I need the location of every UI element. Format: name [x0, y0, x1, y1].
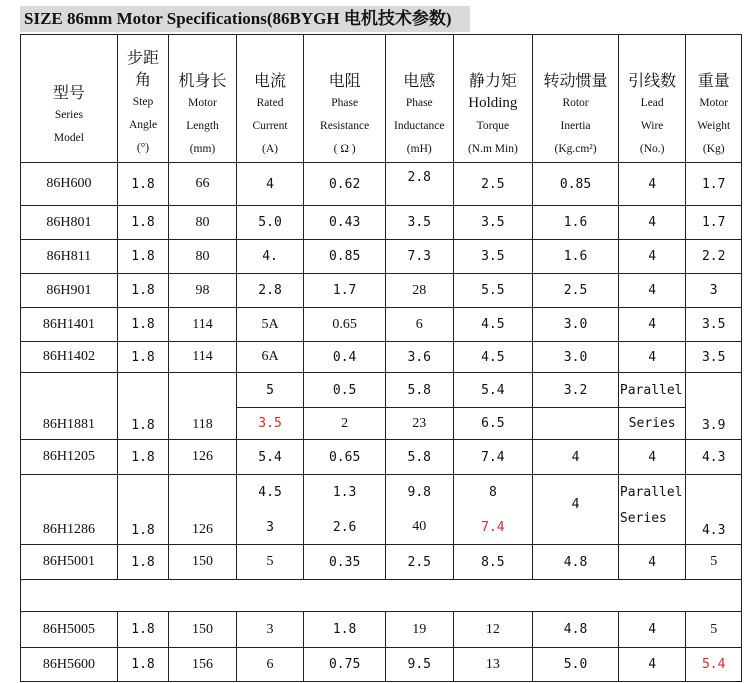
table-row: 86H600 1.8 66 4 0.62 2.8 2.5 0.85 4 1.7 — [21, 163, 742, 206]
table-row: 86H1402 1.8 114 6A 0.4 3.6 4.5 3.0 4 3.5 — [21, 342, 742, 373]
header-current: 电流 Rated Current (A) — [236, 35, 304, 163]
page-title: SIZE 86mm Motor Specifications(86BYGH 电机技术参数) — [20, 6, 470, 32]
header-weight: 重量 Motor Weight (Kg) — [686, 35, 742, 163]
table-row: 3.5 2 23 6.5 Series — [21, 408, 742, 440]
table-row: 86H5001 1.8 150 5 0.35 2.5 8.5 4.8 4 5 — [21, 545, 742, 580]
table-row: 86H5005 1.8 150 3 1.8 19 12 4.8 4 5 — [21, 612, 742, 648]
header-leads: 引线数 Lead Wire (No.) — [618, 35, 686, 163]
table-row: 86H811 1.8 80 4. 0.85 7.3 3.5 1.6 4 2.2 — [21, 240, 742, 274]
table-row: 86H1881 1.8 118 5 0.5 5.8 5.4 3.2 Parallel 3.9 — [21, 373, 742, 408]
header-step-angle: 步距 角 Step Angle (°) — [117, 35, 168, 163]
table-row: 86H901 1.8 98 2.8 1.7 28 5.5 2.5 4 3 — [21, 274, 742, 308]
table-row: 86H1205 1.8 126 5.4 0.65 5.8 7.4 4 4 4.3 — [21, 440, 742, 475]
header-row — [21, 35, 742, 163]
table-row: 3 2.6 40 7.4 Series — [21, 511, 742, 545]
table-row: 86H1401 1.8 114 5A 0.65 6 4.5 3.0 4 3.5 — [21, 308, 742, 342]
table-row: 86H1286 1.8 126 4.5 1.3 9.8 8 4 Parallel 4.3 — [21, 475, 742, 511]
spec-table — [20, 34, 742, 682]
header-inertia: 转动惯量 Rotor Inertia (Kg.cm²) — [533, 35, 619, 163]
header-torque: 静力矩 Holding Torque (N.m Min) — [453, 35, 533, 163]
table-row: 86H801 1.8 80 5.0 0.43 3.5 3.5 1.6 4 1.7 — [21, 206, 742, 240]
header-inductance: 电感 Phase Inductance (mH) — [385, 35, 453, 163]
table-row: 86H5600 1.8 156 6 0.75 9.5 13 5.0 4 5.4 — [21, 648, 742, 682]
header-length: 机身长 Motor Length (mm) — [169, 35, 237, 163]
empty-row — [21, 580, 742, 612]
header-model: 型号 Series Model — [21, 35, 118, 163]
header-resistance: 电阻 Phase Resistance ( Ω ) — [304, 35, 386, 163]
